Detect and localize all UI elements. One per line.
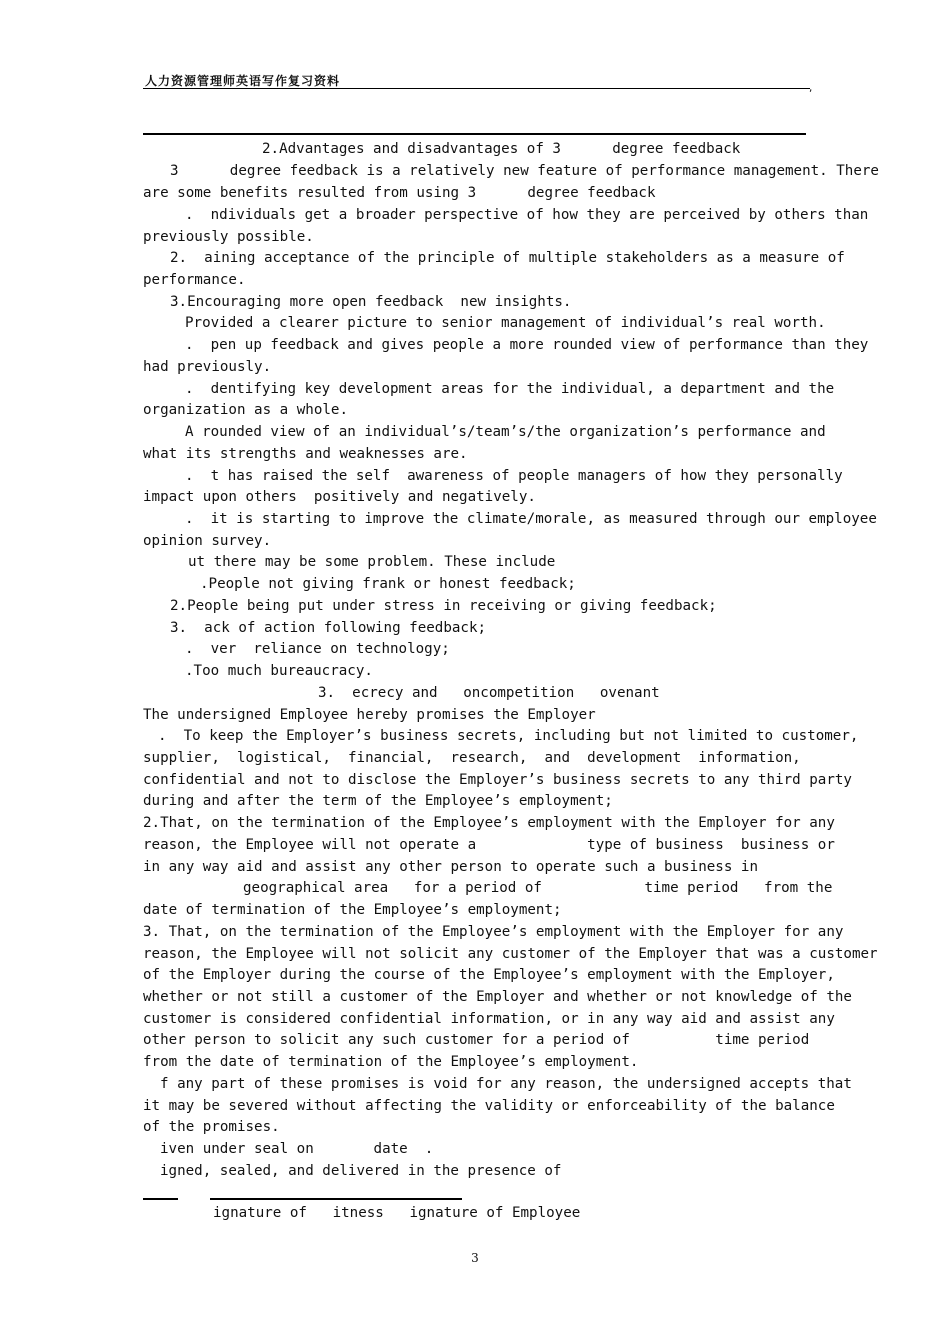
top-rule [143, 133, 806, 135]
text-line: impact upon others positively and negatively. [143, 489, 536, 505]
signature-labels: ignature of itness ignature of Employee [213, 1205, 581, 1221]
text-line: .Too much bureaucracy. [185, 663, 373, 679]
text-line: 3.Encouraging more open feedback new insights. [170, 294, 572, 310]
text-line: . dentifying key development areas for the individual, a department and the [185, 381, 835, 397]
text-line: . ver reliance on technology; [185, 641, 450, 657]
text-line: customer is considered confidential information, or in any way aid and assist any [143, 1011, 835, 1027]
text-line: geographical area for a period of time period from the [243, 880, 833, 896]
text-line: .People not giving frank or honest feedback; [200, 576, 576, 592]
text-line: . To keep the Employer’s business secrets, including but not limited to customer, [158, 728, 859, 744]
text-line: are some benefits resulted from using 3 degree feedback [143, 185, 656, 201]
text-line: opinion survey. [143, 533, 272, 549]
text-line: f any part of these promises is void for any reason, the undersigned accepts that [160, 1076, 852, 1092]
text-line: ut there may be some problem. These include [188, 554, 556, 570]
header-tick: , [808, 84, 814, 94]
text-line: 2. aining acceptance of the principle of multiple stakeholders as a measure of [170, 250, 845, 266]
text-line: in any way aid and assist any other person to operate such a business in [143, 859, 758, 875]
text-line: 3 degree feedback is a relatively new feature of performance management. There [170, 163, 879, 179]
text-line: 2.People being put under stress in receiving or giving feedback; [170, 598, 717, 614]
text-line: of the promises. [143, 1119, 280, 1135]
text-line: . ndividuals get a broader perspective of how they are perceived by others than [185, 207, 869, 223]
text-line: igned, sealed, and delivered in the presence of [160, 1163, 562, 1179]
text-line: . it is starting to improve the climate/morale, as measured through our employee [185, 511, 877, 527]
section-heading: 2.Advantages and disadvantages of 3 degree feedback [262, 141, 741, 157]
text-line: other person to solicit any such customer for a period of time period [143, 1032, 810, 1048]
text-line: during and after the term of the Employee’s employment; [143, 793, 613, 809]
text-line: had previously. [143, 359, 272, 375]
text-line: it may be severed without affecting the validity or enforceability of the balance [143, 1098, 835, 1114]
text-line: from the date of termination of the Employee’s employment. [143, 1054, 639, 1070]
signature-rule-short [143, 1198, 178, 1200]
signature-rule-long [210, 1198, 462, 1200]
text-line: of the Employer during the course of the Employee’s employment with the Employer, [143, 967, 835, 983]
text-line: performance. [143, 272, 246, 288]
text-line: The undersigned Employee hereby promises the Employer [143, 707, 596, 723]
header-rule [143, 88, 810, 89]
text-line: supplier, logistical, financial, research, and development information, [143, 750, 801, 766]
text-line: whether or not still a customer of the Employer and whether or not knowledge of the [143, 989, 852, 1005]
text-line: reason, the Employee will not solicit any customer of the Employer that was a customer [143, 946, 878, 962]
text-line: 2.That, on the termination of the Employee’s employment with the Employer for any [143, 815, 835, 831]
text-line: 3. That, on the termination of the Employee’s employment with the Employer for any [143, 924, 844, 940]
text-line: what its strengths and weaknesses are. [143, 446, 468, 462]
text-line: previously possible. [143, 229, 314, 245]
section-heading: 3. ecrecy and oncompetition ovenant [318, 685, 660, 701]
text-line: confidential and not to disclose the Employer’s business secrets to any third party [143, 772, 852, 788]
text-line: Provided a clearer picture to senior management of individual’s real worth. [185, 315, 826, 331]
text-line: . t has raised the self awareness of people managers of how they personally [185, 468, 843, 484]
text-line: date of termination of the Employee’s employment; [143, 902, 562, 918]
text-line: organization as a whole. [143, 402, 348, 418]
header-title: 人力资源管理师英语写作复习资料 [145, 74, 341, 88]
text-line: reason, the Employee will not operate a type of business business or [143, 837, 835, 853]
text-line: . pen up feedback and gives people a more rounded view of performance than they [185, 337, 869, 353]
text-line: 3. ack of action following feedback; [170, 620, 487, 636]
text-line: iven under seal on date . [160, 1141, 434, 1157]
page-number: 3 [471, 1251, 479, 1265]
text-line: A rounded view of an individual’s/team’s/the organization’s performance and [185, 424, 826, 440]
